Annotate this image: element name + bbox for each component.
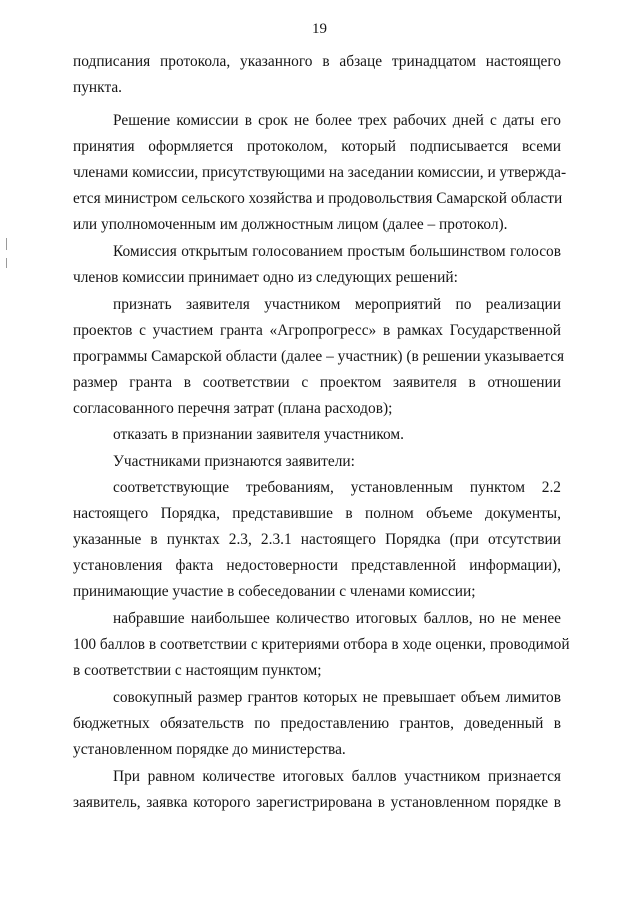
text-line: программы Самарской области (далее – участник) (в решении указывается xyxy=(73,348,565,365)
text-line: Комиссия открытым голосованием простым большинством голосов xyxy=(113,243,561,260)
text-line: Решение комиссии в срок не более трех рабочих дней с даты его xyxy=(113,112,561,129)
text-line: согласованного перечня затрат (плана расходов); xyxy=(73,400,393,417)
page-number: 19 xyxy=(312,21,327,37)
text-line: установленном порядке до министерства. xyxy=(73,741,346,758)
text-line: отказать в признании заявителя участником. xyxy=(113,426,405,443)
text-line: проектов с участием гранта «Агропрогресс» в рамках Государственной xyxy=(73,322,561,339)
text-line: ется министром сельского хозяйства и продовольствия Самарской области xyxy=(73,190,563,207)
text-line: признать заявителя участником мероприятий по реализации xyxy=(113,296,561,313)
text-line: соответствующие требованиям, установленным пунктом 2.2 xyxy=(113,479,561,496)
text-line: подписания протокола, указанного в абзаце тринадцатом настоящего xyxy=(73,53,561,70)
text-line: или уполномоченным им должностным лицом (далее – протокол). xyxy=(73,216,508,233)
text-line: заявитель, заявка которого зарегистрирована в установленном порядке в xyxy=(73,794,561,811)
text-line: в соответствии с настоящим пунктом; xyxy=(73,662,322,679)
text-line: принимающие участие в собеседовании с членами комиссии; xyxy=(73,583,476,600)
text-line: настоящего Порядка, представившие в полном объеме документы, xyxy=(73,505,561,522)
text-line: При равном количестве итоговых баллов участником признается xyxy=(113,768,561,785)
text-line: указанные в пунктах 2.3, 2.3.1 настоящего Порядка (при отсутствии xyxy=(73,531,561,548)
scan-edge-mark xyxy=(6,238,7,250)
text-line: Участниками признаются заявители: xyxy=(113,453,355,470)
text-line: членов комиссии принимает одно из следующих решений: xyxy=(73,269,458,286)
text-line: установления факта недостоверности представленной информации), xyxy=(73,557,561,574)
text-line: совокупный размер грантов которых не превышает объем лимитов xyxy=(113,689,561,706)
text-line: размер гранта в соответствии с проектом заявителя в отношении xyxy=(73,374,561,391)
text-line: принятия оформляется протоколом, который подписывается всеми xyxy=(73,138,561,155)
text-line: набравшие наибольшее количество итоговых баллов, но не менее xyxy=(113,610,561,627)
text-line: бюджетных обязательств по предоставлению грантов, доведенный в xyxy=(73,715,561,732)
text-line: членами комиссии, присутствующими на заседании комиссии, и утвержда- xyxy=(73,164,567,181)
text-line: 100 баллов в соответствии с критериями отбора в ходе оценки, проводимой xyxy=(73,636,570,653)
text-line: пункта. xyxy=(73,79,123,96)
scan-edge-mark xyxy=(6,258,7,268)
